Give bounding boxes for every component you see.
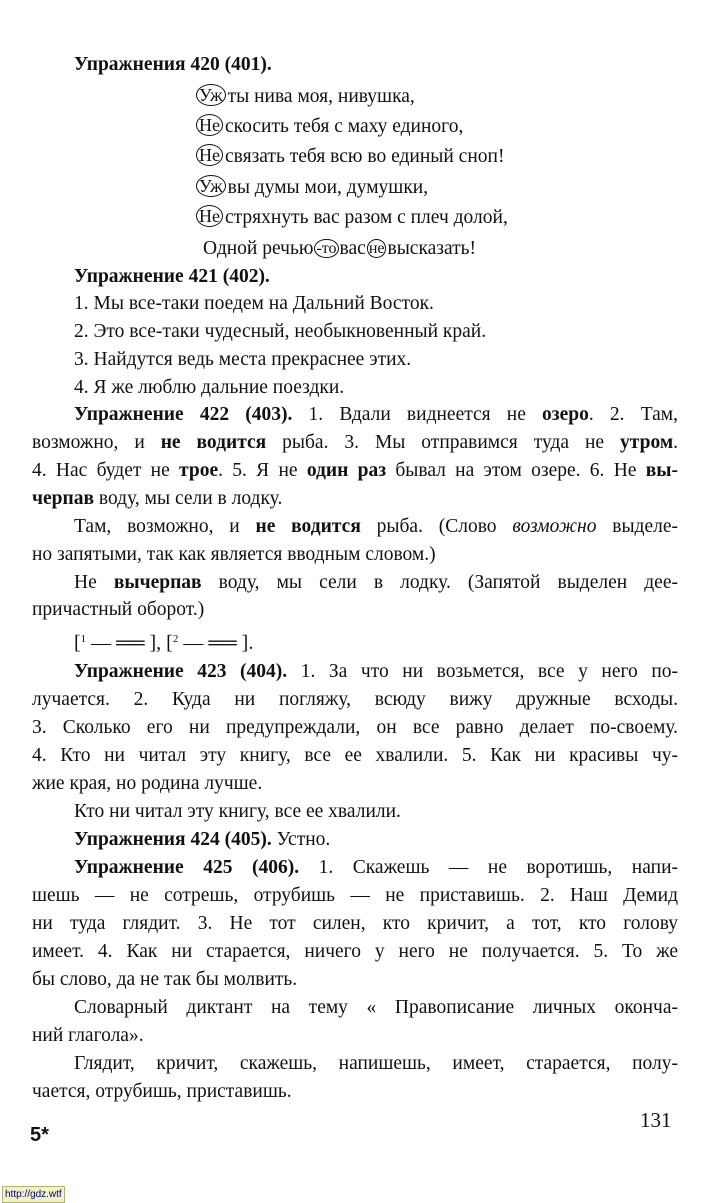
circled-word: Уж bbox=[196, 175, 226, 197]
ex421-item: 1. Мы все-таки поедем на Дальний Восток. bbox=[74, 293, 434, 314]
ex422-line: Упражнение 422 (403). 1. Вдали виднеется не озеро. 2. Там, bbox=[74, 404, 679, 425]
ex425-line: Упражнение 425 (406). 1. Скажешь — не воротишь, напи- bbox=[74, 857, 679, 878]
poem-line bbox=[196, 203, 616, 232]
poem-text: высказать! bbox=[387, 238, 477, 259]
circled-word: Не bbox=[196, 144, 223, 166]
poem-line bbox=[196, 173, 616, 202]
circled-word: Не bbox=[196, 114, 223, 136]
ex423-line: Упражнение 423 (404). 1. За что ни возьмется, все у него по- bbox=[74, 661, 678, 682]
ex422-note-line: причастный оборот.) bbox=[32, 599, 205, 620]
ex425-heading: Упражнение 425 (406). bbox=[74, 857, 300, 878]
poem-text: связать тебя всю во единый сноп! bbox=[225, 146, 505, 167]
ex424-line: Упражнения 424 (405). Устно. bbox=[74, 829, 331, 850]
poem-text: вас bbox=[339, 238, 366, 259]
ex424-heading: Упражнения 424 (405). bbox=[74, 829, 272, 850]
poem-text: скосить тебя с маху единого, bbox=[225, 116, 464, 137]
poem-text: ты нива моя, нивушка, bbox=[227, 86, 415, 107]
ex421-item: 2. Это все-таки чудесный, необыкновенный край. bbox=[74, 321, 487, 342]
circled-word: Не bbox=[196, 205, 223, 227]
dictation-line: ний глагола». bbox=[32, 1025, 144, 1046]
ex420-heading: Упражнения 420 (401). bbox=[74, 54, 272, 75]
ex422-note-line: но запятыми, так как является вводным словом.) bbox=[32, 544, 436, 565]
poem-text: Одной речью bbox=[203, 238, 314, 259]
ex423-extra: Кто ни читал эту книгу, все ее хвалили. bbox=[74, 801, 401, 822]
circled-particle: -то bbox=[316, 240, 337, 257]
ex422-heading: Упражнение 422 (403). bbox=[74, 404, 293, 425]
ex423-line: жие края, но родина лучше. bbox=[32, 773, 263, 794]
words-line: чается, отрубишь, приставишь. bbox=[32, 1081, 292, 1102]
circled-word: Уж bbox=[196, 84, 226, 106]
ex422-note-line: Не вычерпав воду, мы сели в лодку. (Запятой выделен дее- bbox=[74, 572, 678, 593]
ex422-line: черпав воду, мы сели в лодку. bbox=[32, 488, 283, 509]
ex423-heading: Упражнение 423 (404). bbox=[74, 661, 288, 682]
dictation-line: Словарный диктант на тему « Правописание личных оконча- bbox=[74, 997, 678, 1018]
poem-last-line bbox=[203, 234, 623, 263]
ex421-item: 4. Я же люблю дальние поездки. bbox=[74, 377, 345, 398]
ex425-line: имеет. 4. Как ни старается, ничего у него не получается. 5. То же bbox=[32, 941, 678, 962]
ex423-line: 4. Кто ни читал эту книгу, все ее хвалили. 5. Как ни красивы чу- bbox=[32, 745, 678, 766]
poem-line bbox=[196, 142, 616, 171]
watermark-link[interactable]: http://gdz.wtf bbox=[2, 1186, 65, 1203]
circled-particle: не bbox=[368, 240, 385, 257]
ex423-line: 3. Сколько его ни предупреждали, он все равно делает по-своему. bbox=[32, 717, 678, 738]
ex423-line: лучается. 2. Куда ни погляжу, всюду вижу дружные всходы. bbox=[32, 689, 678, 710]
ex422-line: 4. Нас будет не трое. 5. Я не один раз бывал на этом озере. 6. Не вы- bbox=[32, 460, 678, 481]
signature-mark: 5* bbox=[30, 1124, 49, 1146]
poem-text: стряхнуть вас разом с плеч долой, bbox=[225, 207, 508, 228]
words-line: Глядит, кричит, скажешь, напишешь, имеет, старается, полу- bbox=[74, 1053, 678, 1074]
ex425-line: ни туда глядит. 3. Не тот силен, кто кричит, а тот, кто голову bbox=[32, 913, 678, 934]
ex425-line: бы слово, да не так бы молвить. bbox=[32, 969, 298, 990]
sentence-schema: [$^1$ — ══ ], [$^2$ — ══ ]. bbox=[74, 632, 254, 654]
ex422-line: возможно, и не водится рыба. 3. Мы отправимся туда не утром. bbox=[32, 432, 678, 453]
poem-line bbox=[196, 82, 616, 111]
ex421-item: 3. Найдутся ведь места прекраснее этих. bbox=[74, 349, 412, 370]
ex425-line: шешь — не сотрешь, отрубишь — не приставишь. 2. Наш Демид bbox=[32, 885, 678, 906]
page-number: 131 bbox=[640, 1108, 672, 1132]
ex422-note-line: Там, возможно, и не водится рыба. (Слово возможно выделе- bbox=[74, 516, 679, 537]
poem-line bbox=[196, 112, 616, 141]
poem-text: вы думы мои, думушки, bbox=[227, 177, 429, 198]
ex421-heading: Упражнение 421 (402). bbox=[74, 266, 270, 287]
